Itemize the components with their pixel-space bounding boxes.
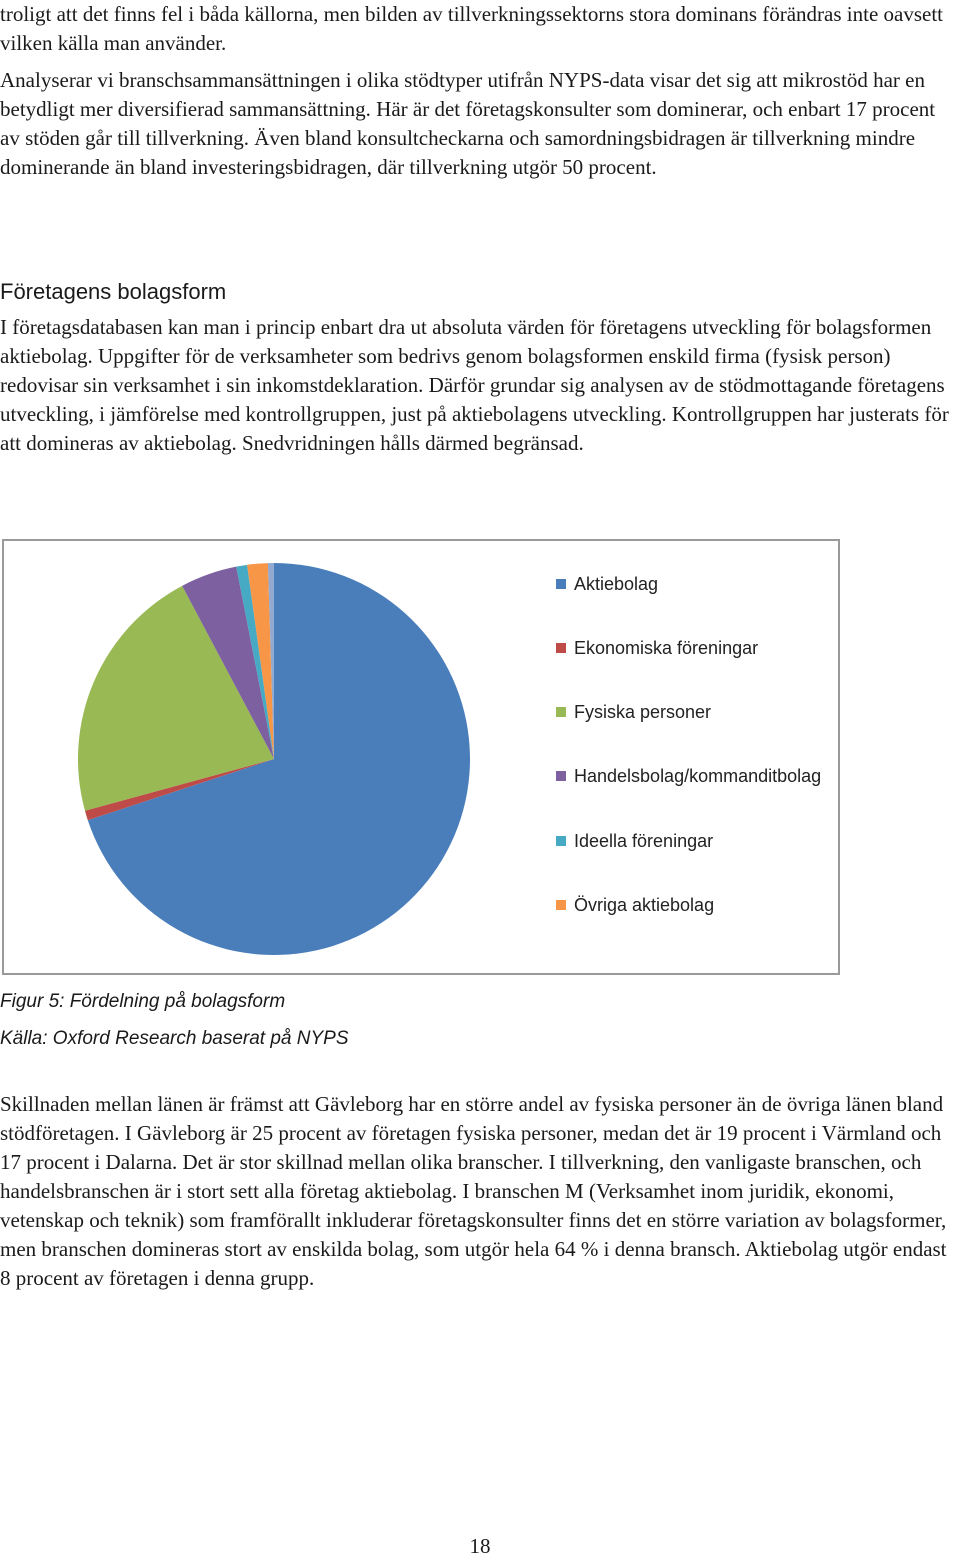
figure-caption: Figur 5: Fördelning på bolagsform (0, 991, 286, 1012)
pie-chart (2, 539, 840, 975)
legend-swatch (556, 707, 566, 717)
paragraph-intro (0, 0, 958, 58)
legend-label: Fysiska personer (574, 702, 712, 722)
paragraph-intro-text: troligt att det finns fel i båda källorna, men bilden av tillverkningssektorns stora dominans förändras inte oavsett vilken källa man använder. (0, 2, 944, 55)
legend-swatch (556, 900, 566, 910)
paragraph-branch-text: Analyserar vi branschsammansättningen i olika stödtyper utifrån NYPS-data visar det sig att mikrostöd har en betydligt mer diversifierad sammansättning. Här är det företagskonsulter som dominerar, och enbart 17 procent av stöden går till tillverkning. Även bland konsultcheckarna och samordningsbidragen är tillverkning mindre dominerande än bland investeringsbidragen, där tillverkning utgör 50 procent. (0, 68, 936, 179)
paragraph-bolagsform (0, 313, 958, 458)
paragraph-lan (0, 1090, 958, 1293)
paragraph-branch (0, 66, 958, 182)
legend-label: Ideella föreningar (574, 831, 714, 851)
legend-label: Övriga aktiebolag (574, 895, 715, 915)
legend-label: Aktiebolag (574, 574, 659, 594)
legend-swatch (556, 643, 566, 653)
figure-source: Källa: Oxford Research baserat på NYPS (0, 1028, 349, 1049)
section-heading: Företagens bolagsform (0, 279, 227, 304)
page-number: 18 (469, 1534, 491, 1558)
legend-swatch (556, 836, 566, 846)
legend-swatch (556, 579, 566, 589)
paragraph-bolagsform-text: I företagsdatabasen kan man i princip enbart dra ut absoluta värden för företagens utveckling för bolagsformen aktiebolag. Uppgifter för de verksamheter som bedrivs genom bolagsformen enskild firma (fysisk person) redovisar sin verksamhet i sin inkomstdeklaration. Därför grundar sig analysen av de stödmottagande företagens utveckling, i jämförelse med kontrollgruppen, just på aktiebolagens utveckling. Kontrollgruppen har justerats för att domineras av aktiebolag. Snedvridningen hålls därmed begränsad. (0, 315, 949, 455)
legend-swatch (556, 771, 566, 781)
legend-label: Ekonomiska föreningar (574, 638, 759, 658)
paragraph-lan-text: Skillnaden mellan länen är främst att Gävleborg har en större andel av fysiska personer än de övriga länen bland stödföretagen. I Gävleborg är 25 procent av företagen fysiska personer, medan det är 19 procent i Värmland och 17 procent i Dalarna. Det är stor skillnad mellan olika branscher. I tillverkning, den vanligaste branschen, och handelsbranschen är i stort sett alla företag aktiebolag. I branschen M (Verksamhet inom juridik, ekonomi, vetenskap och teknik) som framförallt inkluderar företagskonsulter finns det en större variation av bolagsformer, men branschen domineras stort av enskilda bolag, som utgör hela 64 % i denna bransch. Aktiebolag utgör endast 8 procent av företagen i denna grupp. (0, 1092, 947, 1290)
legend-label: Handelsbolag/kommanditbolag (574, 766, 822, 786)
